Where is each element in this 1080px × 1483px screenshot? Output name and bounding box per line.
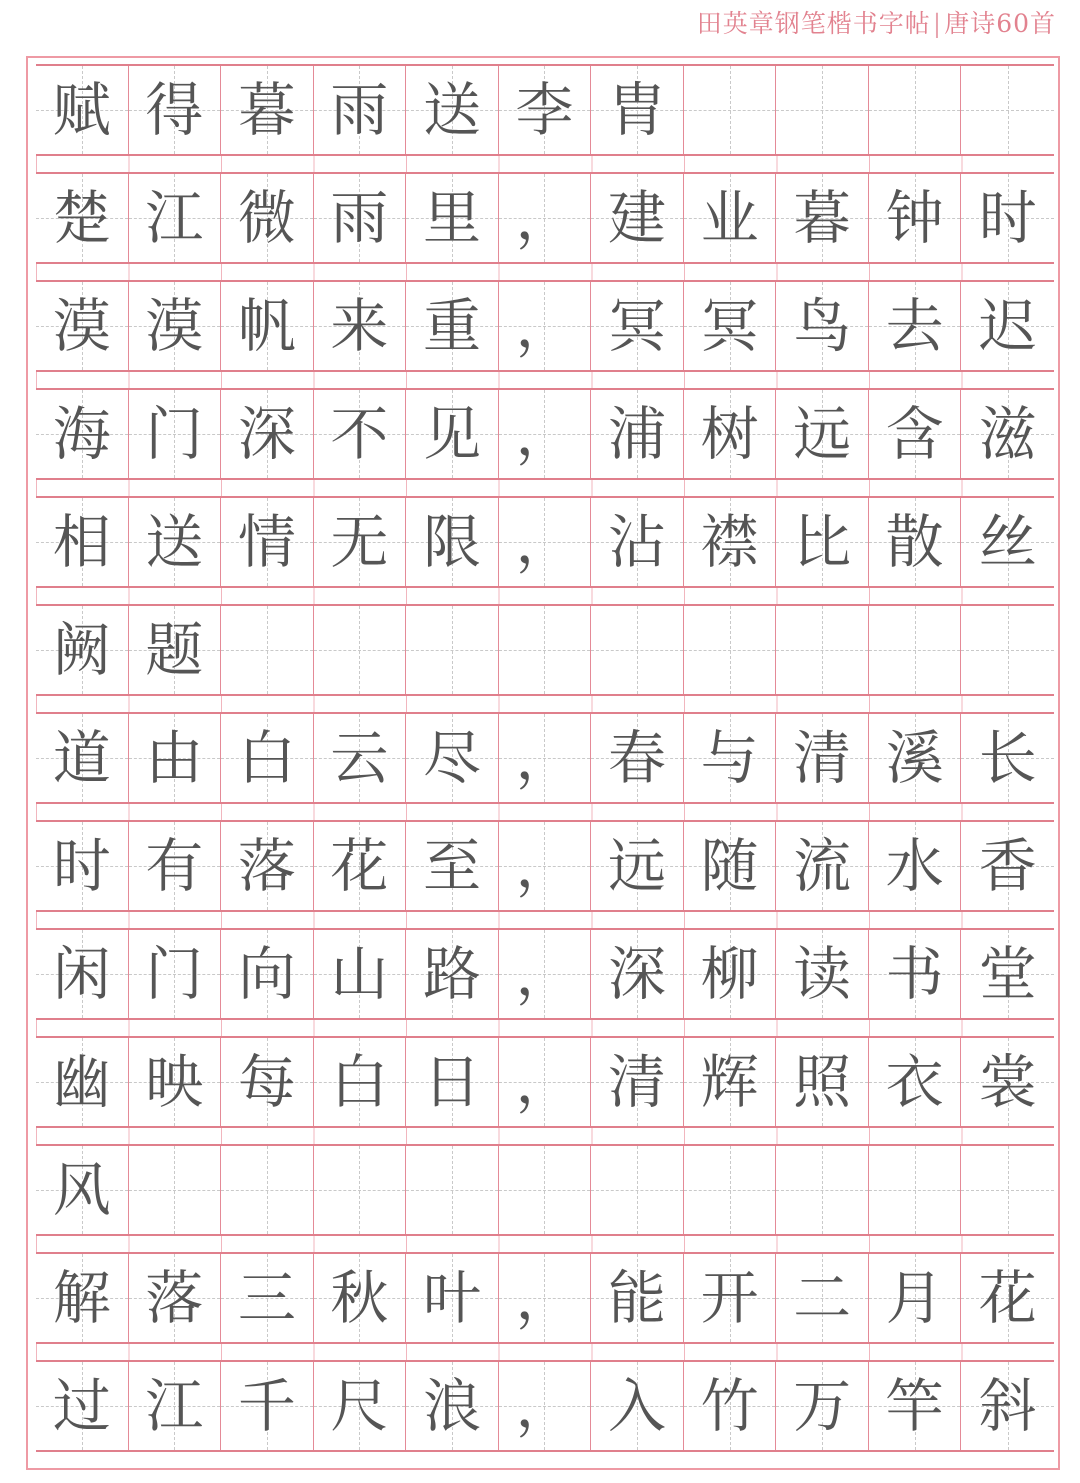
character: 照 (793, 1048, 852, 1116)
grid-cell (591, 822, 684, 910)
character: 二 (793, 1264, 852, 1332)
character: ， (515, 508, 574, 576)
grid-cell (776, 390, 869, 478)
character: 鸟 (793, 292, 852, 360)
character: 入 (608, 1372, 667, 1440)
character: 落 (237, 832, 296, 900)
grid-cell (499, 1362, 592, 1450)
grid-row (36, 64, 1054, 156)
character: 丝 (978, 508, 1037, 576)
grid-cell (36, 1146, 129, 1234)
character: 柳 (700, 940, 759, 1008)
grid-cell (591, 498, 684, 586)
grid-cell (869, 1038, 962, 1126)
grid-cell (961, 714, 1054, 802)
character: 相 (52, 508, 111, 576)
grid-cell (221, 822, 314, 910)
character: 水 (885, 832, 944, 900)
character: 深 (608, 940, 667, 1008)
grid-cell (129, 282, 222, 370)
character: 得 (145, 76, 204, 144)
character: 路 (422, 940, 481, 1008)
grid-cell (776, 1362, 869, 1450)
grid-cell (36, 282, 129, 370)
row-gap (36, 1236, 1054, 1252)
character: 送 (422, 76, 481, 144)
character: 建 (608, 184, 667, 252)
character: 竿 (885, 1372, 944, 1440)
character: 时 (52, 832, 111, 900)
character: 不 (330, 400, 389, 468)
character: 远 (793, 400, 852, 468)
character: 白 (330, 1048, 389, 1116)
grid-cell (776, 282, 869, 370)
character: 微 (237, 184, 296, 252)
grid-cell (406, 714, 499, 802)
character: 花 (330, 832, 389, 900)
grid-cell (776, 174, 869, 262)
grid-cell (684, 1254, 777, 1342)
grid-cell (961, 822, 1054, 910)
grid-cell (314, 1254, 407, 1342)
grid-cell (314, 1146, 407, 1234)
character: 开 (700, 1264, 759, 1332)
grid-cell (129, 714, 222, 802)
grid-cell (406, 930, 499, 1018)
grid-cell (684, 66, 777, 154)
character: ， (515, 1264, 574, 1332)
character: 海 (52, 400, 111, 468)
grid-cell (314, 66, 407, 154)
grid-cell (36, 390, 129, 478)
character: 流 (793, 832, 852, 900)
grid-cell (406, 1146, 499, 1234)
character: 与 (700, 724, 759, 792)
grid-cell (776, 1146, 869, 1234)
grid-cell (129, 822, 222, 910)
character: 山 (330, 940, 389, 1008)
grid-cell (684, 714, 777, 802)
character: 钟 (885, 184, 944, 252)
character: 春 (608, 724, 667, 792)
grid-cell (406, 1362, 499, 1450)
character: 读 (793, 940, 852, 1008)
grid-row (36, 712, 1054, 804)
character: ， (515, 940, 574, 1008)
character: 竹 (700, 1372, 759, 1440)
character: ， (515, 184, 574, 252)
grid-row (36, 280, 1054, 372)
character: 来 (330, 292, 389, 360)
grid-cell (684, 1146, 777, 1234)
grid-cell (869, 282, 962, 370)
grid-cell (684, 822, 777, 910)
row-gap (36, 372, 1054, 388)
grid-cell (129, 1362, 222, 1450)
character: 万 (793, 1372, 852, 1440)
grid-cell (591, 282, 684, 370)
grid-cell (684, 1038, 777, 1126)
character: 楚 (52, 184, 111, 252)
grid-cell (314, 1362, 407, 1450)
grid-cell (314, 390, 407, 478)
grid-cell (406, 1254, 499, 1342)
character: 含 (885, 400, 944, 468)
character: 漠 (145, 292, 204, 360)
grid-cell (776, 498, 869, 586)
character: 溪 (885, 724, 944, 792)
character: 辉 (700, 1048, 759, 1116)
grid-cell (221, 930, 314, 1018)
grid-cell (869, 822, 962, 910)
grid-cell (314, 930, 407, 1018)
character: 阙 (52, 616, 111, 684)
grid-cell (869, 1254, 962, 1342)
grid-cell (36, 174, 129, 262)
character: 月 (885, 1264, 944, 1332)
row-gap (36, 264, 1054, 280)
grid-cell (961, 390, 1054, 478)
character: 长 (978, 724, 1037, 792)
grid-cell (36, 66, 129, 154)
character: 能 (608, 1264, 667, 1332)
character: 沾 (608, 508, 667, 576)
grid-cell (499, 606, 592, 694)
grid-cell (314, 714, 407, 802)
grid-cell (406, 390, 499, 478)
grid-cell (129, 174, 222, 262)
character: 帆 (237, 292, 296, 360)
grid-cell (221, 714, 314, 802)
grid-cell (499, 1254, 592, 1342)
character: 闲 (52, 940, 111, 1008)
character: 雨 (330, 76, 389, 144)
grid-cell (36, 1038, 129, 1126)
grid-row (36, 820, 1054, 912)
character: 冥 (608, 292, 667, 360)
grid-cell (221, 498, 314, 586)
grid-cell (499, 282, 592, 370)
row-gap (36, 588, 1054, 604)
grid-cell (406, 498, 499, 586)
character: ， (515, 1372, 574, 1440)
grid-cell (129, 930, 222, 1018)
character: 暮 (793, 184, 852, 252)
character: 幽 (52, 1048, 111, 1116)
grid-cell (221, 282, 314, 370)
grid-cell (776, 930, 869, 1018)
character: 冥 (700, 292, 759, 360)
grid-cell (36, 930, 129, 1018)
book-title: 田英章钢笔楷书字帖 (696, 9, 931, 38)
grid-cell (961, 930, 1054, 1018)
grid-cell (591, 1038, 684, 1126)
character: 映 (145, 1048, 204, 1116)
grid-row (36, 604, 1054, 696)
character: 江 (145, 1372, 204, 1440)
grid-cell (776, 1038, 869, 1126)
character: 向 (237, 940, 296, 1008)
grid-cell (221, 1254, 314, 1342)
grid-cell (499, 498, 592, 586)
page-header (697, 4, 1056, 40)
grid-cell (314, 174, 407, 262)
character: 滋 (978, 400, 1037, 468)
character: 云 (330, 724, 389, 792)
grid-cell (591, 930, 684, 1018)
character: 门 (145, 400, 204, 468)
grid-cell (776, 606, 869, 694)
character: 清 (793, 724, 852, 792)
grid-cell (961, 66, 1054, 154)
grid-cell (961, 498, 1054, 586)
grid-cell (869, 498, 962, 586)
character: 漠 (52, 292, 111, 360)
book-subtitle: 唐诗60首 (944, 9, 1056, 38)
character: 每 (237, 1048, 296, 1116)
grid-cell (869, 714, 962, 802)
grid-cell (869, 606, 962, 694)
character: 浪 (422, 1372, 481, 1440)
character: 树 (700, 400, 759, 468)
character: 题 (145, 616, 204, 684)
grid-cell (129, 498, 222, 586)
grid-cell (221, 1038, 314, 1126)
grid-cell (406, 606, 499, 694)
grid-cell (499, 822, 592, 910)
character: 去 (885, 292, 944, 360)
grid-cell (776, 714, 869, 802)
character: 道 (52, 724, 111, 792)
grid-cell (591, 714, 684, 802)
grid-row (36, 1360, 1054, 1452)
grid-row (36, 928, 1054, 1020)
grid-cell (869, 930, 962, 1018)
grid-row (36, 1252, 1054, 1344)
character: ， (515, 832, 574, 900)
grid-cell (406, 1038, 499, 1126)
grid-cell (499, 930, 592, 1018)
grid-cell (499, 66, 592, 154)
grid-cell (406, 66, 499, 154)
character: 暮 (237, 76, 296, 144)
grid-row (36, 496, 1054, 588)
character: 三 (237, 1264, 296, 1332)
character: 解 (52, 1264, 111, 1332)
grid-cell (776, 66, 869, 154)
grid-cell (776, 1254, 869, 1342)
row-gap (36, 804, 1054, 820)
grid-cell (961, 606, 1054, 694)
character: ， (515, 1048, 574, 1116)
grid-cell (961, 174, 1054, 262)
grid-cell (221, 66, 314, 154)
grid-cell (129, 1038, 222, 1126)
grid-cell (869, 66, 962, 154)
grid-cell (961, 282, 1054, 370)
grid-cell (591, 606, 684, 694)
grid-cell (36, 822, 129, 910)
grid-cell (684, 174, 777, 262)
character: 深 (237, 400, 296, 468)
grid-cell (36, 1254, 129, 1342)
grid-cell (961, 1362, 1054, 1450)
grid-cell (314, 1038, 407, 1126)
character: 花 (978, 1264, 1037, 1332)
character: 书 (885, 940, 944, 1008)
row-gap (36, 1344, 1054, 1360)
character: 尺 (330, 1372, 389, 1440)
character: 过 (52, 1372, 111, 1440)
grid-cell (129, 66, 222, 154)
grid-cell (684, 282, 777, 370)
character: ， (515, 400, 574, 468)
grid-cell (499, 174, 592, 262)
grid-cell (221, 390, 314, 478)
character: 比 (793, 508, 852, 576)
grid-cell (869, 1146, 962, 1234)
character: 落 (145, 1264, 204, 1332)
character: 里 (422, 184, 481, 252)
character: 尽 (422, 724, 481, 792)
grid-cell (36, 498, 129, 586)
header-divider: | (932, 9, 943, 38)
grid-cell (314, 282, 407, 370)
character: 门 (145, 940, 204, 1008)
row-gap (36, 696, 1054, 712)
character: 时 (978, 184, 1037, 252)
character: 至 (422, 832, 481, 900)
character: 远 (608, 832, 667, 900)
character: 风 (52, 1156, 111, 1224)
character: 情 (237, 508, 296, 576)
character: 随 (700, 832, 759, 900)
character: 赋 (52, 76, 111, 144)
row-gap (36, 1128, 1054, 1144)
grid-cell (869, 390, 962, 478)
grid-cell (221, 174, 314, 262)
character: 日 (422, 1048, 481, 1116)
grid-cell (684, 606, 777, 694)
row-gap (36, 1020, 1054, 1036)
character: 襟 (700, 508, 759, 576)
grid-cell (684, 930, 777, 1018)
character: 衣 (885, 1048, 944, 1116)
character: 秋 (330, 1264, 389, 1332)
grid-cell (499, 1038, 592, 1126)
grid-cell (776, 822, 869, 910)
grid-cell (406, 174, 499, 262)
grid-cell (314, 822, 407, 910)
character: 浦 (608, 400, 667, 468)
grid-cell (961, 1146, 1054, 1234)
grid-cell (591, 390, 684, 478)
character: 堂 (978, 940, 1037, 1008)
grid-cell (499, 714, 592, 802)
character: 叶 (422, 1264, 481, 1332)
grid-cell (221, 1362, 314, 1450)
grid-cell (591, 174, 684, 262)
grid-cell (129, 606, 222, 694)
grid-row (36, 388, 1054, 480)
grid-cell (314, 606, 407, 694)
grid-cell (684, 498, 777, 586)
character: 清 (608, 1048, 667, 1116)
grid-row (36, 1036, 1054, 1128)
character: ， (515, 724, 574, 792)
row-gap (36, 156, 1054, 172)
character: 送 (145, 508, 204, 576)
grid-cell (36, 1362, 129, 1450)
grid-row (36, 172, 1054, 264)
character: 香 (978, 832, 1037, 900)
grid-cell (36, 606, 129, 694)
grid-cell (869, 1362, 962, 1450)
character: 见 (422, 400, 481, 468)
character: ， (515, 292, 574, 360)
character: 无 (330, 508, 389, 576)
character: 江 (145, 184, 204, 252)
character: 限 (422, 508, 481, 576)
grid-row (36, 1144, 1054, 1236)
character: 白 (237, 724, 296, 792)
grid-cell (221, 606, 314, 694)
character: 裳 (978, 1048, 1037, 1116)
character: 迟 (978, 292, 1037, 360)
grid-cell (129, 390, 222, 478)
grid-cell (221, 1146, 314, 1234)
grid-cell (961, 1254, 1054, 1342)
grid-cell (406, 822, 499, 910)
character: 雨 (330, 184, 389, 252)
grid-cell (499, 390, 592, 478)
row-gap (36, 480, 1054, 496)
character: 千 (237, 1372, 296, 1440)
grid-cell (129, 1146, 222, 1234)
grid-cell (684, 1362, 777, 1450)
grid-cell (314, 498, 407, 586)
character: 李 (515, 76, 574, 144)
grid-cell (869, 174, 962, 262)
character: 胄 (608, 76, 667, 144)
character: 由 (145, 724, 204, 792)
grid-cell (684, 390, 777, 478)
grid-cell (591, 66, 684, 154)
character: 散 (885, 508, 944, 576)
grid-cell (129, 1254, 222, 1342)
row-gap (36, 912, 1054, 928)
grid-cell (36, 714, 129, 802)
character: 斜 (978, 1372, 1037, 1440)
grid-cell (591, 1146, 684, 1234)
grid-cell (499, 1146, 592, 1234)
character: 有 (145, 832, 204, 900)
grid-cell (591, 1254, 684, 1342)
character: 重 (422, 292, 481, 360)
grid-cell (406, 282, 499, 370)
grid-cell (591, 1362, 684, 1450)
character: 业 (700, 184, 759, 252)
grid-cell (961, 1038, 1054, 1126)
